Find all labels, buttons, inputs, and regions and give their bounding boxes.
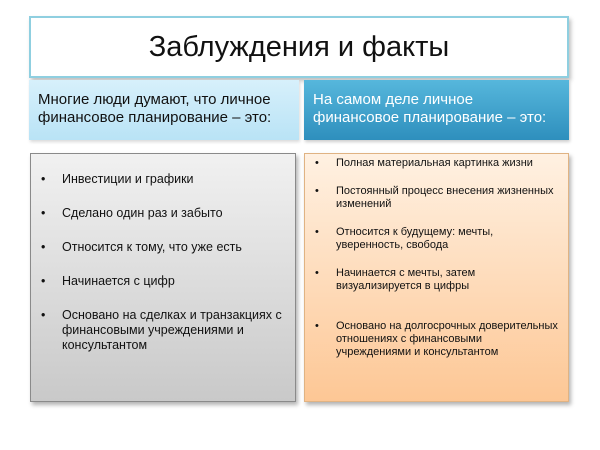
myth-item: • Основано на сделках и транзакциях с финансовыми учреждениями и консультантом bbox=[39, 308, 287, 353]
fact-item: • Относится к будущему: мечты, уверенность, свобода bbox=[313, 226, 560, 252]
fact-item: • Основано на долгосрочных доверительных отношениях с финансовыми учреждениями и консультантом bbox=[313, 320, 560, 359]
myth-item: • Относится к тому, что уже есть bbox=[39, 240, 287, 255]
fact-item: • Полная материальная картинка жизни bbox=[313, 157, 560, 170]
myth-item: • Начинается с цифр bbox=[39, 274, 287, 289]
myth-item: • Сделано один раз и забыто bbox=[39, 206, 287, 221]
myths-panel bbox=[30, 153, 296, 402]
myths-list bbox=[39, 172, 287, 353]
facts-header: На самом деле личное финансовое планирование – это: bbox=[304, 80, 569, 140]
fact-item: • Постоянный процесс внесения жизненных изменений bbox=[313, 185, 560, 211]
facts-panel bbox=[304, 153, 569, 402]
facts-list bbox=[313, 157, 560, 359]
slide-title: Заблуждения и факты bbox=[148, 30, 450, 63]
title-box bbox=[29, 16, 569, 78]
myth-item: • Инвестиции и графики bbox=[39, 172, 287, 187]
fact-item: • Начинается с мечты, затем визуализируется в цифры bbox=[313, 267, 560, 293]
myths-header: Многие люди думают, что личное финансовое планирование – это: bbox=[29, 80, 299, 140]
